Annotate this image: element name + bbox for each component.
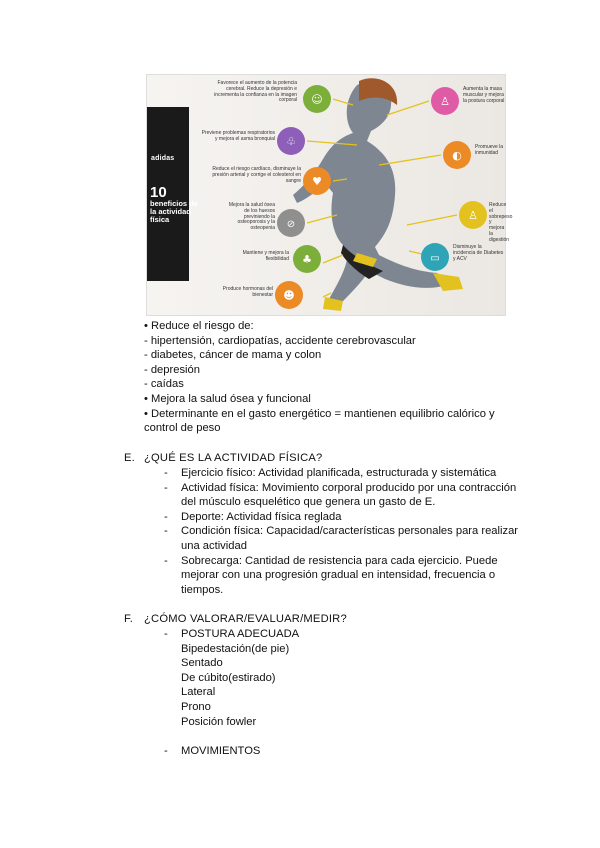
svg-text:♥: ♥: [312, 175, 322, 188]
callout-flexibility: Mantiene y mejora la flexibilidad: [242, 250, 289, 262]
sub-item: Sentado: [181, 657, 223, 670]
callout-brain: Favorece el aumento de la potencia cerebral. Reduce la depresión e incrementa la confianza en la imagen corporal: [214, 80, 297, 104]
list-item: - Actividad física: Movimiento corporal producido por una contracción del músculo esquelético que genera un gasto de E.: [164, 481, 517, 509]
sub-item: De cúbito(estirado): [181, 671, 276, 684]
section-letter: E.: [124, 452, 135, 464]
benefits-infographic: [146, 74, 513, 316]
sub-item: Prono: [181, 700, 211, 713]
section-e-list: [164, 466, 524, 597]
section-e-heading: [124, 451, 322, 466]
section-f-list: [164, 627, 524, 729]
callout-lungs: Previene problemas respiratorios y mejora el asma bronquial: [201, 130, 275, 142]
list-item: - Sobrecarga: Cantidad de resistencia para cada ejercicio. Puede mejorar con una progresión gradual en intensidad, frecuencia o tiempos.: [164, 554, 498, 596]
list-item: - caídas: [144, 378, 184, 391]
list-item: - Condición física: Capacidad/características personales para realizar una actividad: [164, 525, 519, 552]
callout-immunity: Promueve la inmunidad: [475, 144, 504, 156]
callout-heart: Reduce el riesgo cardíaco, disminuye la presión arterial y corrige el colesterol en sangre: [212, 166, 301, 184]
list-item: • Determinante en el gasto energético = mantienen equilibrio calórico y: [144, 407, 495, 420]
infographic-title: 10 beneficios de la actividad física: [150, 184, 198, 224]
callout-muscle: Aumenta la masa muscular y mejora la postura corporal: [463, 86, 505, 104]
callout-bones: Mejora la salud ósea de los huesos previniendo la osteoporosis y la osteopenia: [228, 202, 275, 232]
section-f-list-movimientos: [164, 744, 524, 759]
svg-text:♙: ♙: [468, 209, 478, 222]
list-item: • Reduce el riesgo de:: [144, 320, 254, 332]
section-title: ¿QUÉ ES LA ACTIVIDAD FÍSICA?: [144, 452, 323, 464]
list-item: - POSTURA ADECUADA Bipedestación(de pie) Sentado De cúbito(estirado) Lateral Prono Posición fowler: [164, 627, 524, 729]
list-item: - depresión: [144, 363, 200, 376]
section-title: ¿CÓMO VALORAR/EVALUAR/MEDIR?: [144, 613, 347, 625]
list-item: control de peso: [144, 422, 221, 435]
infographic-illustration: [147, 75, 513, 315]
movimientos-title: MOVIMIENTOS: [181, 745, 261, 757]
brand-panel: [147, 107, 198, 281]
callout-weight: Reduce el sobrepeso y mejora la digestión: [489, 202, 513, 243]
section-letter: F.: [124, 613, 134, 625]
list-item: • Mejora la salud ósea y funcional: [144, 392, 311, 405]
section-f-heading: [124, 612, 347, 627]
callout-hormones: Produce hormonas del bienestar: [222, 286, 273, 298]
svg-text:♧: ♧: [286, 135, 296, 148]
list-item: - hipertensión, cardiopatías, accidente cerebrovascular: [144, 334, 416, 347]
sub-item: Lateral: [181, 686, 216, 699]
svg-text:☺: ☺: [311, 93, 323, 106]
svg-text:♙: ♙: [440, 95, 450, 108]
svg-text:⊘: ⊘: [286, 219, 296, 230]
postura-title: POSTURA ADECUADA: [181, 628, 300, 640]
svg-text:☻: ☻: [283, 289, 295, 302]
callout-diabetes: Disminuye la incidencia de Diabetes y ACV: [453, 244, 504, 262]
list-item: - diabetes, cáncer de mama y colon: [144, 349, 322, 362]
adidas-logo: adidas: [151, 155, 175, 162]
svg-text:▭: ▭: [430, 253, 440, 264]
sub-item: Bipedestación(de pie): [181, 642, 290, 655]
svg-text:◐: ◐: [452, 149, 462, 162]
list-item: - Ejercicio físico: Actividad planificada, estructurada y sistemática: [164, 467, 497, 479]
list-item: - Deporte: Actividad física reglada: [164, 510, 342, 523]
list-item: - MOVIMIENTOS: [164, 744, 524, 759]
benefits-list: [144, 319, 504, 436]
sub-item: Posición fowler: [181, 715, 257, 728]
svg-text:♣: ♣: [302, 253, 312, 266]
